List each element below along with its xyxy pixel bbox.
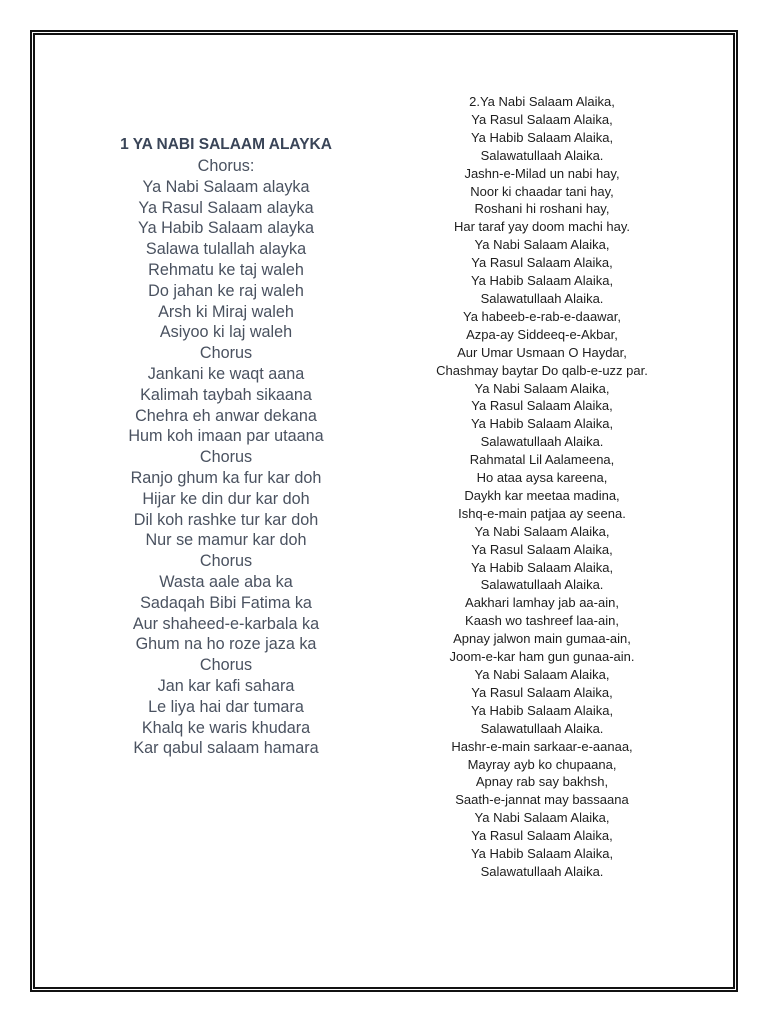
poem-line: Ishq-e-main patjaa ay seena. <box>458 505 626 521</box>
poem-line: Kaash wo tashreef laa-ain, <box>465 613 619 629</box>
poem-line: Chorus: <box>197 157 255 175</box>
poem-line: Rehmatu ke taj waleh <box>148 260 304 279</box>
poem-line: Ya habeeb-e-rab-e-daawar, <box>462 308 622 324</box>
poem-line: Kalimah taybah sikaana <box>140 385 312 404</box>
poem-line: Jankani ke waqt aana <box>147 364 305 383</box>
poem-line: Saath-e-jannat may bassaana <box>455 792 629 808</box>
poem-line: Ya Rasul Salaam Alaika, <box>471 828 613 844</box>
poem-line: Chorus <box>199 344 253 363</box>
poem-line: Chorus <box>199 448 253 467</box>
poem-line: Ya Habib Salaam Alaika, <box>470 559 614 575</box>
poem-line: Joom-e-kar ham gun gunaa-ain. <box>449 649 635 665</box>
poem-line: Jan kar kafi sahara <box>157 676 295 695</box>
poem-line: Do jahan ke raj waleh <box>148 281 304 300</box>
poem-line: Ya Habib Salaam Alaika, <box>470 416 614 432</box>
poem-line: Kar qabul salaam hamara <box>133 739 319 758</box>
poem-line: Hum koh imaan par utaana <box>128 427 324 446</box>
left-column-poem <box>76 136 376 759</box>
poem-line: Ya Rasul Salaam Alaika, <box>471 398 613 414</box>
poem-line: Ya Habib Salaam alayka <box>137 219 315 238</box>
poem-line: Noor ki chaadar tani hay, <box>470 183 614 199</box>
poem-line: Dil koh rashke tur kar doh <box>133 510 319 529</box>
right-poem-lines <box>402 93 682 881</box>
poem-line: Roshani hi roshani hay, <box>474 201 610 217</box>
poem-line: Ya Nabi Salaam Alaika, <box>474 523 610 539</box>
poem-line: Ya Rasul Salaam Alaika, <box>471 111 613 127</box>
poem-line: Aur shaheed-e-karbala ka <box>132 614 320 633</box>
poem-line: Azpa-ay Siddeeq-e-Akbar, <box>466 326 618 342</box>
poem-line: Apnay rab say bakhsh, <box>475 774 609 790</box>
poem-line: Ya Habib Salaam Alaika, <box>470 129 614 145</box>
poem-line: Jashn-e-Milad un nabi hay, <box>464 165 620 181</box>
poem-line: Ho ataa aysa kareena, <box>476 470 608 486</box>
poem-line: Salawatullaah Alaika. <box>480 720 604 736</box>
poem-line: Ya Rasul Salaam Alaika, <box>471 684 613 700</box>
poem-line: Ya Habib Salaam Alaika, <box>470 702 614 718</box>
poem-line: Salawatullaah Alaika. <box>480 863 604 879</box>
poem-line: Ya Rasul Salaam Alaika, <box>471 541 613 557</box>
poem-line: Salawatullaah Alaika. <box>480 147 604 163</box>
poem-line: Asiyoo ki laj waleh <box>159 323 293 342</box>
left-poem-lines <box>76 156 376 759</box>
poem-line: Wasta aale aba ka <box>159 572 293 591</box>
poem-line: Ranjo ghum ka fur kar doh <box>130 468 322 487</box>
poem-line: Chorus <box>199 656 253 675</box>
poem-line: Ya Nabi Salaam alayka <box>142 177 310 196</box>
poem-line: Le liya hai dar tumara <box>148 697 304 716</box>
poem-line: Salawatullaah Alaika. <box>480 290 604 306</box>
poem-line: Arsh ki Miraj waleh <box>158 302 294 321</box>
right-column-poem <box>402 93 682 881</box>
poem-line: Hijar ke din dur kar doh <box>142 489 310 508</box>
poem-line: Nur se mamur kar doh <box>145 531 307 550</box>
poem-line: Aakhari lamhay jab aa-ain, <box>465 595 619 611</box>
poem-title: 1 YA NABI SALAAM ALAYKA <box>120 136 332 153</box>
poem-line: Ya Nabi Salaam Alaika, <box>474 667 610 682</box>
poem-line: Apnay jalwon main gumaa-ain, <box>453 631 631 647</box>
poem-line: Rahmatal Lil Aalameena, <box>469 452 615 468</box>
poem-line: Ya Habib Salaam Alaika, <box>470 273 614 289</box>
poem-line: Ghum na ho roze jaza ka <box>135 635 317 654</box>
poem-line: Khalq ke waris khudara <box>141 718 311 737</box>
poem-line: Mayray ayb ko chupaana, <box>467 756 617 772</box>
poem-line: Salawatullaah Alaika. <box>480 577 604 593</box>
poem-line: Aur Umar Usmaan O Haydar, <box>457 344 627 360</box>
poem-line: 2.Ya Nabi Salaam Alaika, <box>469 94 615 109</box>
poem-line: Har taraf yay doom machi hay. <box>453 219 631 235</box>
poem-line: Hashr-e-main sarkaar-e-aanaa, <box>451 738 633 754</box>
poem-line: Sadaqah Bibi Fatima ka <box>140 593 312 612</box>
poem-line: Ya Rasul Salaam alayka <box>138 198 314 217</box>
poem-line: Chorus <box>199 552 253 571</box>
poem-line: Chehra eh anwar dekana <box>135 406 317 425</box>
poem-line: Salawatullaah Alaika. <box>480 434 604 450</box>
poem-line: Ya Habib Salaam Alaika, <box>470 846 614 862</box>
poem-line: Daykh kar meetaa madina, <box>464 487 620 503</box>
poem-line: Ya Nabi Salaam Alaika, <box>474 810 610 826</box>
poem-line: Ya Nabi Salaam Alaika, <box>474 237 610 253</box>
poem-line: Ya Rasul Salaam Alaika, <box>471 255 613 271</box>
poem-line: Ya Nabi Salaam Alaika, <box>474 380 610 396</box>
poem-line: Chashmay baytar Do qalb-e-uzz par. <box>436 362 648 378</box>
poem-line: Salawa tulallah alayka <box>145 240 307 259</box>
